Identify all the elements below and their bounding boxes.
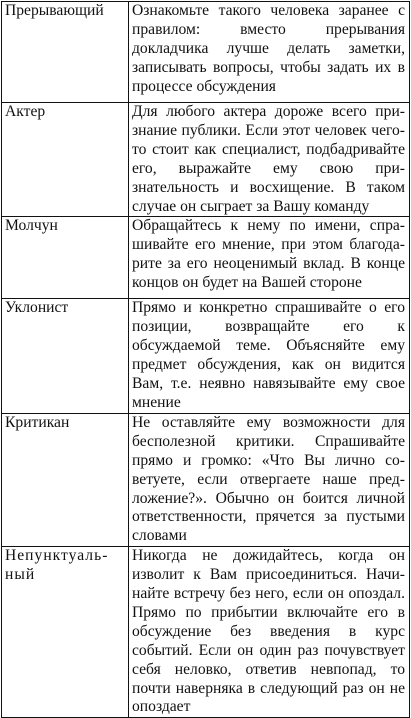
table-row bbox=[2, 413, 410, 546]
description-cell: Не оставляйте ему возможности для бесполезной критики. Спрашивайте прямо и громко: «Что Вы лично советуете, если отвергаете наше предложение?». Обычно он боится личной ответственности, прячется за пустыми словами bbox=[129, 413, 410, 546]
description-cell: Никогда не дожидайтесь, когда он изволит к Вам присоединиться. Начинайте встречу без него, если он опоздал. Прямо по прибытии включайте его в обсуждение без введения в курс событий. Если он один раз почувствует себя неловко, ответив невпопад, то почти наверняка в следующий раз он не опоздает bbox=[129, 547, 410, 718]
type-cell: Уклонист bbox=[2, 299, 129, 413]
table-row bbox=[2, 547, 410, 718]
participant-types-table bbox=[1, 1, 410, 718]
type-cell: Прерывающий bbox=[2, 2, 129, 103]
type-cell: Молчун bbox=[2, 217, 129, 299]
type-cell: Актер bbox=[2, 103, 129, 217]
table-row bbox=[2, 103, 410, 217]
table-row bbox=[2, 2, 410, 103]
description-cell: Обращайтесь к нему по имени, спрашивайте его мнение, при этом благодарите за его неоценимый вклад. В конце концов он будет на Вашей стороне bbox=[129, 217, 410, 299]
description-cell: Прямо и конкретно спрашивайте о его позиции, возвращайте его к обсуждаемой теме. Объясняйте ему предмет обсуждения, как он видится Вам, т.е. неявно навязывайте ему свое мнение bbox=[129, 299, 410, 413]
table-row bbox=[2, 217, 410, 299]
type-cell: Критикан bbox=[2, 413, 129, 546]
description-cell: Ознакомьте такого человека заранее с правилом: вместо прерывания докладчика лучше делать заметки, записывать вопросы, чтобы задать их в процессе обсуждения bbox=[129, 2, 410, 103]
table-row bbox=[2, 299, 410, 413]
description-cell: Для любого актера дороже всего признание публики. Если этот человек чего-то стоит как специалист, подбадривайте его, выражайте ему свою признательность и восхищение. В таком случае он сыграет за Вашу команду bbox=[129, 103, 410, 217]
type-cell: Непунктуаль- ный bbox=[2, 547, 129, 718]
